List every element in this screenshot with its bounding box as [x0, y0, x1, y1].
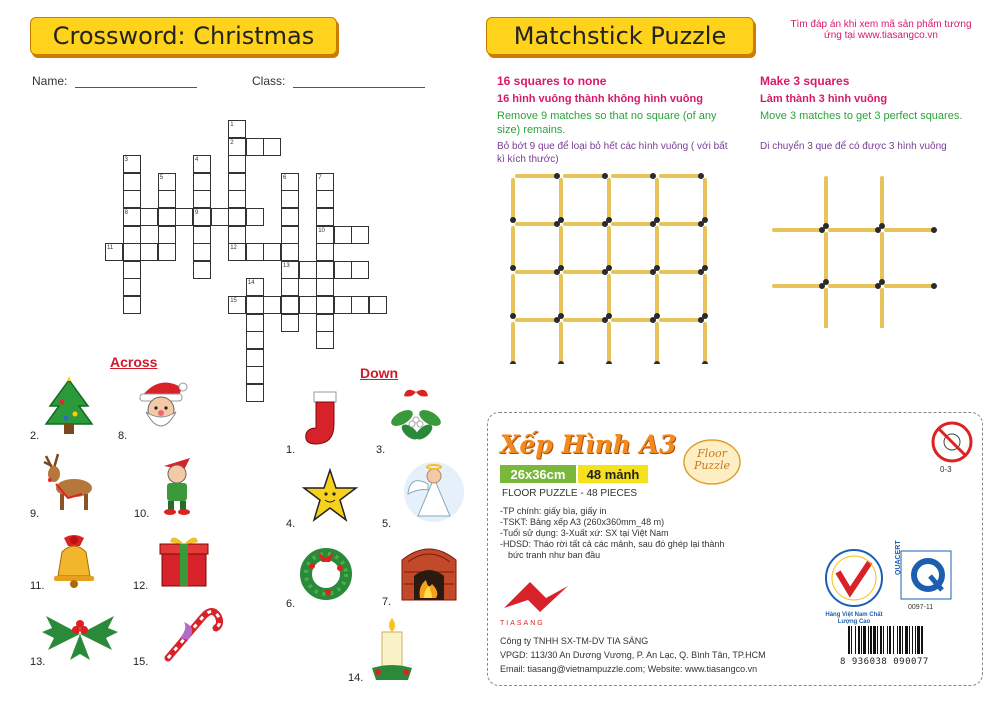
barcode-number: 8 936038 090077 — [840, 657, 929, 667]
elf-icon — [156, 452, 198, 518]
matchstick-grid-3x3 — [764, 168, 946, 328]
crossword-cell[interactable] — [281, 226, 299, 244]
angel-icon — [400, 458, 470, 528]
matchstick-head — [654, 361, 660, 364]
crossword-cell[interactable] — [158, 226, 176, 244]
matchstick-head — [654, 313, 660, 319]
puzzle1-desc-en: Remove 9 matches so that no square (of any size) remains. — [497, 110, 717, 136]
name-label: Name: — [32, 74, 68, 88]
tiasang-logo-icon — [500, 578, 572, 618]
down-heading: Down — [360, 365, 399, 381]
crossword-cell-number: 7 — [318, 174, 322, 181]
star-icon — [302, 468, 358, 524]
size-badge: 26x36cm — [500, 465, 576, 483]
down-clue-4-num: 4. — [286, 518, 296, 530]
crossword-cell[interactable] — [123, 278, 141, 296]
crossword-cell-number: 10 — [318, 227, 325, 234]
down-clue-14-num: 14. — [348, 672, 364, 684]
crossword-cell[interactable] — [281, 314, 299, 332]
down-clue-5-num: 5. — [382, 518, 392, 530]
quality-badge-icon — [824, 548, 884, 610]
stocking-icon — [300, 388, 348, 450]
crossword-cell-number: 13 — [283, 262, 290, 269]
crossword-cell[interactable] — [281, 243, 299, 261]
puzzle2-desc-en: Move 3 matches to get 3 perfect squares. — [760, 110, 963, 122]
crossword-cell-number: 8 — [124, 210, 128, 216]
puzzle2-title-en: Make 3 squares — [760, 74, 850, 88]
crossword-cell-number: 4 — [195, 157, 199, 164]
matchstick-head — [698, 173, 704, 179]
matchstick-head — [606, 217, 612, 223]
puzzle1-title-en: 16 squares to none — [497, 74, 607, 88]
crossword-cell-number: 9 — [195, 210, 199, 216]
crossword-cell[interactable] — [246, 384, 264, 402]
across-clue-10-num: 10. — [134, 508, 150, 520]
brand-name: TIASANG — [500, 620, 545, 627]
crossword-cell[interactable] — [193, 190, 211, 208]
quacert-code: 0097-11 — [908, 604, 934, 611]
product-subtitle: FLOOR PUZZLE - 48 PIECES — [502, 488, 638, 499]
crossword-cell[interactable] — [228, 226, 246, 244]
down-clue-6-num: 6. — [286, 598, 296, 610]
floor-puzzle-badge: Floor Puzzle — [693, 447, 731, 472]
crossword-cell[interactable] — [123, 261, 141, 279]
across-clue-11-num: 11. — [30, 580, 45, 592]
candy-cane-icon — [158, 600, 226, 664]
crossword-cell[interactable] — [193, 243, 211, 261]
matchstick-head — [606, 313, 612, 319]
across-clue-2-num: 2. — [30, 430, 40, 442]
crossword-cell[interactable] — [246, 138, 264, 156]
crossword-cell-number: 3 — [124, 157, 128, 164]
matchstick-head — [819, 227, 825, 233]
age-badge: 0-3 — [940, 465, 952, 474]
matchstick-head — [554, 173, 560, 179]
crossword-cell[interactable] — [246, 314, 264, 332]
crossword-cell[interactable] — [281, 208, 299, 226]
across-clue-9-num: 9. — [30, 508, 40, 520]
crossword-title: Crossword: Christmas — [52, 22, 315, 50]
crossword-cell[interactable] — [140, 243, 158, 261]
crossword-cell[interactable] — [281, 296, 299, 314]
class-label: Class: — [252, 74, 286, 88]
crossword-cell[interactable] — [140, 208, 158, 226]
crossword-cell[interactable] — [246, 296, 264, 314]
crossword-cell[interactable] — [316, 261, 334, 279]
bell-icon — [46, 532, 102, 590]
matchstick-head — [510, 361, 516, 364]
crossword-cell-number: 12 — [230, 245, 237, 252]
crossword-cell[interactable] — [351, 261, 369, 279]
crossword-cell[interactable] — [316, 190, 334, 208]
matchstick-head — [558, 313, 564, 319]
crossword-cell[interactable] — [316, 331, 334, 349]
crossword-cell[interactable] — [316, 314, 334, 332]
crossword-cell[interactable] — [193, 261, 211, 279]
matchstick-head — [702, 217, 708, 223]
matchstick-head — [510, 313, 516, 319]
puzzle1-title-vi: 16 hình vuông thành không hình vuông — [497, 93, 703, 105]
matchstick-title: Matchstick Puzzle — [513, 22, 727, 50]
matchstick-head — [510, 217, 516, 223]
down-clue-3-num: 3. — [376, 444, 386, 456]
crossword-cell[interactable] — [334, 261, 352, 279]
crossword-cell[interactable] — [263, 138, 281, 156]
fireplace-icon — [396, 538, 462, 604]
spec-line: -TSKT: Bảng xếp A3 (260x360mm_48 m) — [500, 517, 665, 527]
across-clue-15-num: 15. — [133, 656, 149, 668]
crossword-cell[interactable] — [193, 173, 211, 191]
company-address: VPGD: 113/30 An Dương Vương, P. An Lạc, Q. Bình Tân, TP.HCM — [500, 650, 766, 660]
crossword-cell[interactable] — [316, 243, 334, 261]
crossword-cell-number: 6 — [283, 174, 287, 181]
wreath-icon — [298, 546, 354, 602]
quality-badge: Hàng Việt Nam Chất Lượng Cao — [825, 612, 883, 625]
crossword-cell[interactable] — [193, 226, 211, 244]
crossword-cell[interactable] — [316, 296, 334, 314]
crossword-cell[interactable] — [263, 296, 281, 314]
puzzle2-desc-vi: Di chuyển 3 que để có được 3 hình vuông — [760, 141, 947, 152]
crossword-grid — [0, 0, 420, 400]
christmas-tree-icon — [42, 376, 96, 440]
barcode-bar — [923, 626, 924, 654]
crossword-cell-number: 11 — [107, 245, 114, 252]
santa-claus-icon — [132, 372, 190, 438]
matchstick-head — [606, 361, 612, 364]
down-clue-7-num: 7. — [382, 596, 392, 608]
crossword-cell[interactable] — [263, 243, 281, 261]
crossword-cell[interactable] — [299, 296, 317, 314]
across-clue-8-num: 8. — [118, 430, 128, 442]
crossword-cell[interactable] — [316, 278, 334, 296]
down-clue-1-num: 1. — [286, 444, 296, 456]
matchstick-head — [819, 283, 825, 289]
matchstick-head — [875, 227, 881, 233]
matchstick-head — [606, 265, 612, 271]
quacert-label: QUACERT — [895, 540, 902, 575]
matchstick-head — [510, 265, 516, 271]
product-specs — [500, 506, 760, 561]
across-clue-13-num: 13. — [30, 656, 46, 668]
puzzle2-title-vi: Làm thành 3 hình vuông — [760, 93, 888, 105]
crossword-cell[interactable] — [228, 208, 246, 226]
crossword-cell[interactable] — [158, 208, 176, 226]
crossword-cell[interactable] — [123, 243, 141, 261]
spec-line: -HDSD: Tháo rời tất cả các mảnh, sau đó ghép lại thành — [500, 539, 725, 549]
crossword-cell[interactable] — [123, 190, 141, 208]
matchstick-head — [931, 227, 937, 233]
promo-text[interactable]: Tìm đáp án khi xem mã sản phẩm tương ứng tại www.tiasangco.vn — [790, 19, 972, 41]
spec-line: -TP chính: giấy bìa, giấy in — [500, 506, 607, 516]
matchstick-grid-4x4 — [505, 168, 727, 364]
matchstick-head — [702, 313, 708, 319]
pieces-badge: 48 mảnh — [578, 465, 648, 483]
crossword-cell-number: 1 — [230, 122, 234, 128]
crossword-cell[interactable] — [246, 243, 264, 261]
company-contact: Email: tiasang@vietnampuzzle.com; Website: www.tiasangco.vn — [500, 664, 758, 674]
matchstick-head — [558, 265, 564, 271]
product-name: Xếp Hình A3 — [500, 430, 677, 459]
crossword-cell-number: 15 — [230, 298, 237, 304]
crossword-cell[interactable] — [316, 208, 334, 226]
crossword-cell[interactable] — [211, 208, 229, 226]
crossword-cell[interactable] — [123, 226, 141, 244]
holly-icon — [40, 604, 120, 664]
candle-icon — [370, 614, 414, 682]
crossword-cell[interactable] — [299, 261, 317, 279]
crossword-cell-number: 14 — [247, 280, 255, 287]
spec-line: -Tuổi sử dụng: 3-Xuất xứ: SX tại Việt Nam — [500, 528, 669, 538]
barcode-bars — [848, 626, 972, 654]
crossword-cell[interactable] — [228, 155, 246, 173]
matchstick-head — [650, 173, 656, 179]
crossword-cell[interactable] — [175, 208, 193, 226]
crossword-cell[interactable] — [281, 278, 299, 296]
mistletoe-icon — [388, 386, 444, 446]
matchstick-head — [702, 265, 708, 271]
reindeer-icon — [38, 452, 100, 514]
across-clue-12-num: 12. — [133, 580, 149, 592]
crossword-cell[interactable] — [228, 190, 246, 208]
crossword-cell-number: 2 — [230, 139, 234, 146]
matchstick-head — [654, 265, 660, 271]
matchstick-head — [602, 173, 608, 179]
crossword-cell[interactable] — [228, 173, 246, 191]
crossword-cell[interactable] — [158, 243, 176, 261]
matchstick-head — [931, 283, 937, 289]
matchstick-head — [702, 361, 708, 364]
matchstick-title-box — [486, 17, 754, 55]
crossword-cell[interactable] — [334, 296, 352, 314]
crossword-cell[interactable] — [246, 331, 264, 349]
crossword-cell[interactable] — [246, 366, 264, 384]
company-name: Công ty TNHH SX-TM-DV TIA SÁNG — [500, 636, 649, 646]
crossword-cell-number: 5 — [159, 174, 164, 181]
crossword-cell[interactable] — [158, 190, 176, 208]
company-info — [500, 636, 830, 675]
crossword-cell[interactable] — [123, 173, 141, 191]
spec-line: bức tranh như ban đầu — [508, 550, 601, 560]
crossword-cell[interactable] — [281, 190, 299, 208]
crossword-cell[interactable] — [123, 296, 141, 314]
gift-box-icon — [158, 532, 210, 588]
across-heading: Across — [110, 354, 158, 370]
crossword-cell[interactable] — [246, 208, 264, 226]
quacert-logo-icon — [900, 550, 952, 600]
crossword-cell[interactable] — [351, 296, 369, 314]
crossword-cell[interactable] — [334, 226, 352, 244]
matchstick-head — [558, 361, 564, 364]
age-warning-icon — [930, 420, 974, 464]
matchstick-head — [558, 217, 564, 223]
matchstick-head — [654, 217, 660, 223]
crossword-cell[interactable] — [246, 349, 264, 367]
puzzle1-desc-vi: Bỏ bớt 9 que để loại bỏ hết các hình vuông ( với bất kì kích thước) — [497, 141, 728, 165]
crossword-cell[interactable] — [351, 226, 369, 244]
crossword-cell[interactable] — [369, 296, 387, 314]
matchstick-head — [875, 283, 881, 289]
